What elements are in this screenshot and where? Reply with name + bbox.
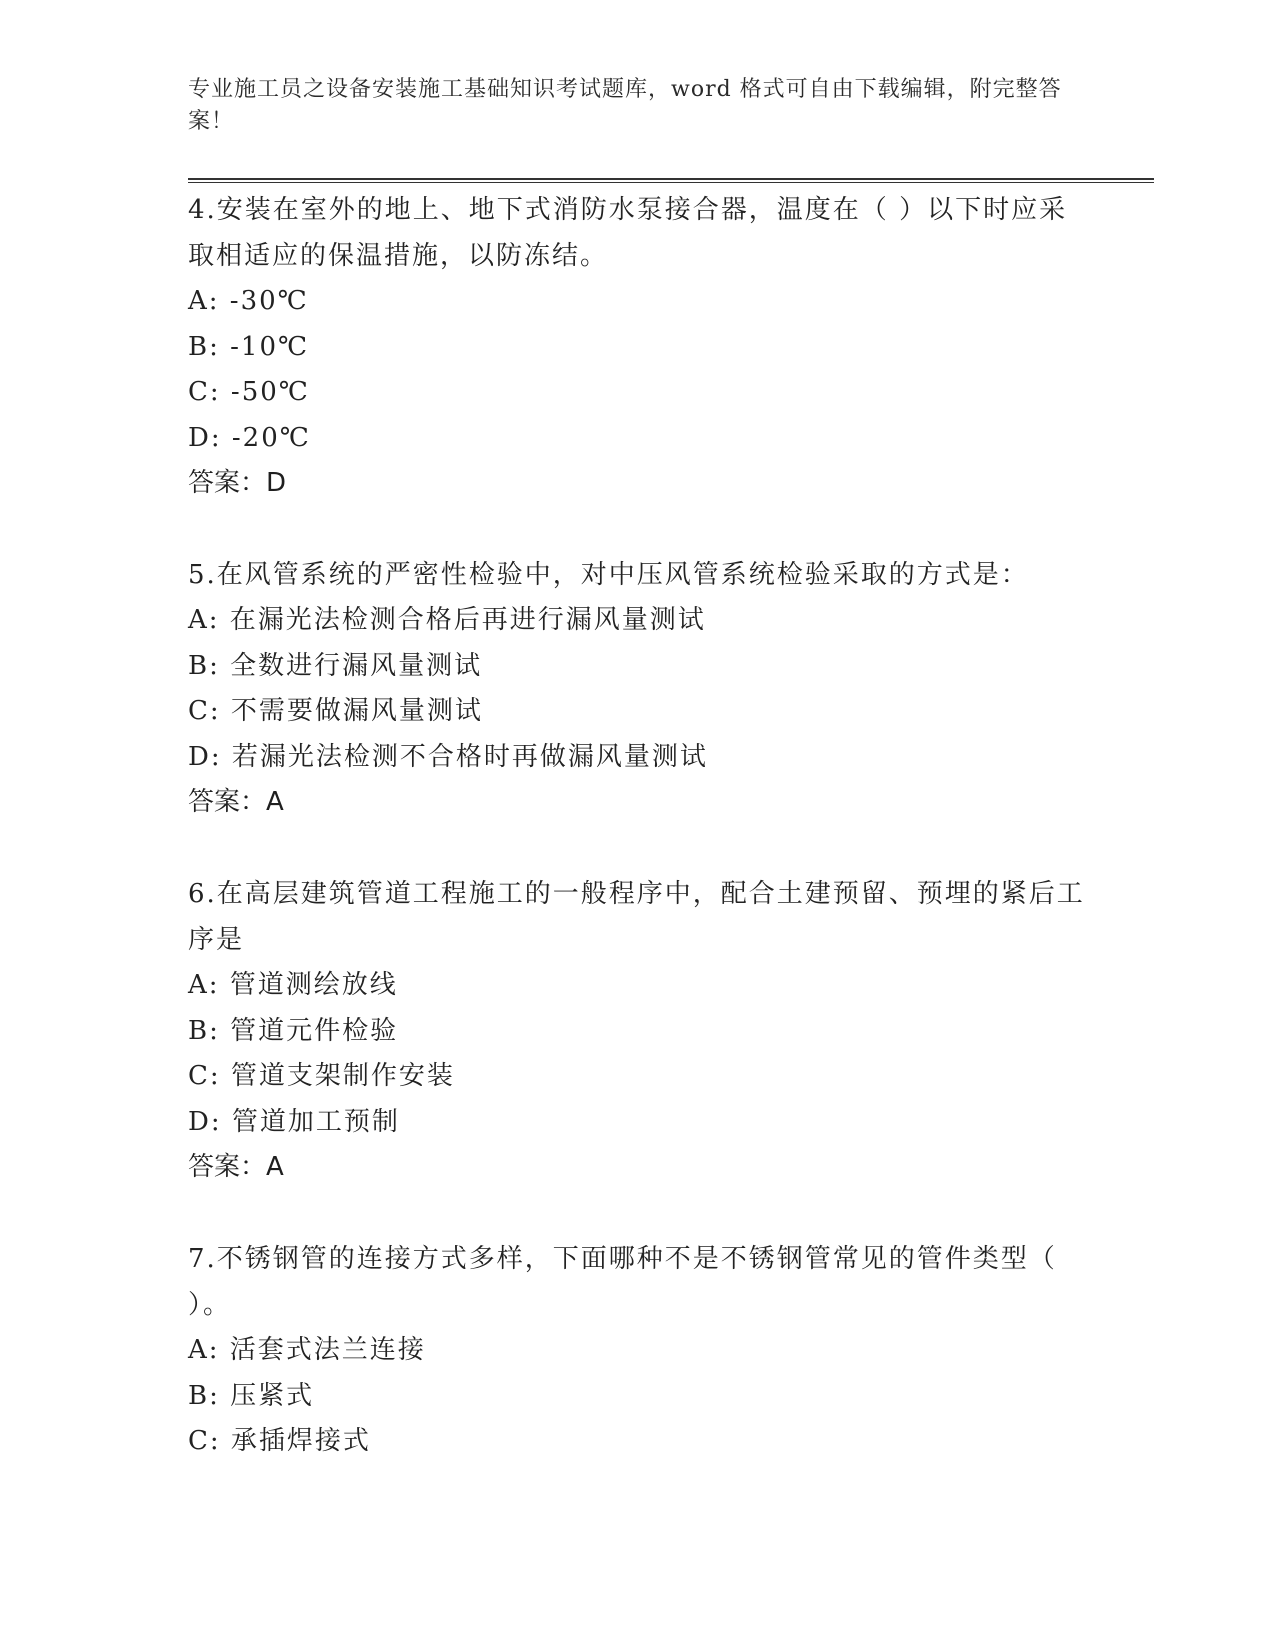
answer: 答案：D — [188, 468, 287, 498]
answer: 答案：A — [188, 1152, 284, 1182]
answer: 答案：A — [188, 787, 284, 817]
option-a: A: -30℃ — [188, 286, 309, 316]
option-b: B: 管道元件检验 — [188, 1015, 399, 1046]
option-b: B: -10℃ — [188, 331, 310, 362]
option-a: A: 管道测绘放线 — [188, 970, 398, 1000]
question-stem: 7.不锈钢管的连接方式多样，下面哪种不是不锈钢管常见的管件类型（ ）。 — [188, 1244, 1057, 1320]
question-4 — [188, 187, 1088, 506]
option-b: B: 压紧式 — [188, 1380, 315, 1411]
question-5 — [188, 552, 1088, 825]
option-a: A: 活套式法兰连接 — [188, 1335, 426, 1365]
question-stem: 5.在风管系统的严密性检验中，对中压风管系统检验采取的方式是： — [188, 560, 1029, 590]
question-6 — [188, 871, 1088, 1190]
question-stem: 6.在高层建筑管道工程施工的一般程序中，配合土建预留、预埋的紧后工序是 — [188, 879, 1085, 955]
option-c: C: -50℃ — [188, 377, 310, 407]
option-d: D: 若漏光法检测不合格时再做漏风量测试 — [188, 741, 708, 772]
option-c: C: 管道支架制作安装 — [188, 1061, 455, 1091]
header-divider-thin — [188, 182, 1154, 183]
option-d: D: -20℃ — [188, 422, 311, 453]
option-c: C: 承插焊接式 — [188, 1426, 371, 1456]
option-a: A: 在漏光法检测合格后再进行漏风量测试 — [188, 605, 706, 635]
option-c: C: 不需要做漏风量测试 — [188, 696, 483, 726]
document-header: 专业施工员之设备安装施工基础知识考试题库，word 格式可自由下载编辑，附完整答案！ — [188, 77, 1062, 134]
question-7 — [188, 1236, 1088, 1465]
question-spacer — [188, 506, 1088, 552]
question-stem: 4.安装在室外的地上、地下式消防水泵接合器，温度在（ ）以下时应采取相适应的保温措施，以防冻结。 — [188, 195, 1068, 271]
question-spacer — [188, 825, 1088, 871]
question-list — [188, 187, 1088, 1465]
option-b: B: 全数进行漏风量测试 — [188, 650, 483, 681]
question-spacer — [188, 1190, 1088, 1236]
header-divider-thick — [188, 178, 1154, 180]
option-d: D: 管道加工预制 — [188, 1106, 400, 1137]
